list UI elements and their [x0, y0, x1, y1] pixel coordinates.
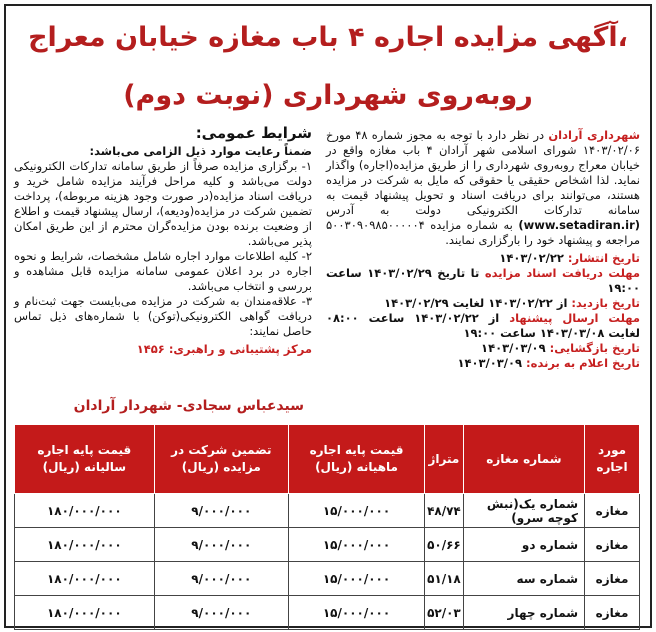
table-row: [15, 596, 640, 630]
table-cell: شماره دو: [463, 528, 584, 562]
intro-paragraph: [326, 128, 640, 248]
date-line: [326, 311, 640, 341]
table-cell: شماره چهار: [463, 596, 584, 630]
table-header-cell: متراژ: [425, 425, 464, 494]
table-header-cell: مورد اجاره: [585, 425, 640, 494]
table-cell: ۹/۰۰۰/۰۰۰: [154, 528, 288, 562]
table-cell: ۱۸۰/۰۰۰/۰۰۰: [15, 596, 155, 630]
table-cell: ۱۵/۰۰۰/۰۰۰: [288, 528, 424, 562]
table-cell: مغازه: [585, 494, 640, 528]
date-value: ۱۴۰۳/۰۳/۰۹: [457, 356, 523, 370]
date-label: تاریخ انتشار:: [563, 251, 640, 265]
shops-table: [14, 424, 640, 630]
table-cell: ۹/۰۰۰/۰۰۰: [154, 494, 288, 528]
table-cell: شماره سه: [463, 562, 584, 596]
condition-item: ۳- علاقه‌مندان به شرکت در مزایده می‌بایست جهت ثبت‌نام و دریافت گواهی الکترونیکی(توکن) با شماره‌های ذیل تماس حاصل نمایند:: [14, 294, 312, 338]
dates-list: [326, 251, 640, 371]
conditions-items: [14, 159, 312, 339]
table-cell: مغازه: [585, 596, 640, 630]
table-cell: مغازه: [585, 528, 640, 562]
date-label: مهلت دریافت اسناد مزایده: [479, 266, 640, 280]
intro-text-2: به شماره مزایده ۵۰۰۳۰۹۰۹۸۵۰۰۰۰۰۴ مراجعه و پیشنهاد خود را بارگزاری نمایند.: [326, 218, 640, 247]
date-line: [326, 341, 640, 356]
table-cell: شماره یک(نبش کوچه سرو): [463, 494, 584, 528]
website-link[interactable]: (www.setadiran.ir): [518, 218, 641, 232]
date-value: ۱۴۰۳/۰۳/۰۹: [481, 341, 546, 355]
table-cell: ۹/۰۰۰/۰۰۰: [154, 596, 288, 630]
table-header-cell: قیمت پایه اجاره سالیانه (ریال): [15, 425, 155, 494]
support-center: مرکز پشتیبانی و راهبری: ۱۴۵۶: [136, 342, 312, 356]
table-header-cell: تضمین شرکت در مزایده (ریال): [154, 425, 288, 494]
conditions-heading: شرایط عمومی:: [195, 124, 312, 142]
table-row: [15, 494, 640, 528]
notice-title-line1: آگهی مزایده اجاره ۴ باب مغازه خیابان معراج،: [28, 22, 628, 53]
intro-text: در نظر دارد با توجه به مجوز شماره ۴۸ مورخ ۱۴۰۳/۰۲/۰۶ شورای اسلامی شهر آرادان ۴ باب مغازه واقع در خیابان معراج روبه‌روی شهرداری را از طریق مزایده(اجاره) واگذار نماید. لذا اشخاص حقیقی یا حقوقی که مایل به شرکت در مزایده هستند، می‌توانند برای دریافت اسناد و تحویل پیشنهاد قیمت به سامانه تدارکات الکترونیکی دولت به آدرس: [326, 128, 640, 217]
date-line: [326, 266, 640, 296]
date-label: تاریخ بازگشایی:: [545, 341, 640, 355]
date-value: تا تاریخ ۱۴۰۳/۰۲/۲۹ ساعت ۱۹:۰۰: [326, 266, 640, 295]
table-cell: ۹/۰۰۰/۰۰۰: [154, 562, 288, 596]
date-value: از ۱۴۰۳/۰۲/۲۲ ساعت ۰۸:۰۰ لغایت ۱۴۰۳/۰۳/۰۸ ساعت ۱۹:۰۰: [326, 311, 640, 340]
table-cell: ۵۲/۰۳: [425, 596, 464, 630]
table-cell: مغازه: [585, 562, 640, 596]
date-label: تاریخ اعلام به برنده:: [522, 356, 640, 370]
date-value: از ۱۴۰۳/۰۲/۲۲ لغایت ۱۴۰۳/۰۲/۲۹: [384, 296, 568, 310]
date-line: [326, 251, 640, 266]
condition-item: ۱- برگزاری مزایده صرفاً از طریق سامانه تدارکات الکترونیکی دولت می‌باشد و کلیه مراحل فرآیند مزایده شامل خرید و دریافت اسناد مزایده(در صورت وجود هزینه مربوطه)، پرداخت تضمین شرکت در مزایده(ودیعه)، ارسال پیشنهاد قیمت و اطلاع از وضعیت برنده بودن مزایده‌گران محترم از این طریق امکان پذیر می‌باشد.: [14, 159, 312, 248]
date-label: تاریخ بازدید:: [567, 296, 640, 310]
table-cell: ۱۵/۰۰۰/۰۰۰: [288, 596, 424, 630]
table-cell: ۵۱/۱۸: [425, 562, 464, 596]
conditions-subheading: ضمناً رعایت موارد ذیل الزامی می‌باشد:: [89, 144, 312, 158]
table-header-cell: شماره مغازه: [463, 425, 584, 494]
table-cell: ۱۸۰/۰۰۰/۰۰۰: [15, 494, 155, 528]
org-name: شهرداری آرادان: [548, 128, 641, 142]
date-label: مهلت ارسال پیشنهاد: [499, 311, 641, 325]
intro-column: [326, 128, 640, 371]
table-cell: ۱۵/۰۰۰/۰۰۰: [288, 494, 424, 528]
table-cell: ۴۸/۷۴: [425, 494, 464, 528]
date-value: ۱۴۰۳/۰۲/۲۲: [499, 251, 564, 265]
table-header-row: [15, 425, 640, 494]
table-cell: ۱۵/۰۰۰/۰۰۰: [288, 562, 424, 596]
table-cell: ۱۸۰/۰۰۰/۰۰۰: [15, 562, 155, 596]
conditions-column: [14, 126, 312, 357]
mayor-signature: سیدعباس سجادی- شهردار آرادان: [73, 398, 304, 414]
table-cell: ۱۸۰/۰۰۰/۰۰۰: [15, 528, 155, 562]
date-line: [326, 356, 640, 371]
table-row: [15, 562, 640, 596]
table-body: [15, 494, 640, 630]
notice-title-line2: روبه‌روی شهرداری (نوبت دوم): [123, 80, 533, 111]
table-header-cell: قیمت پایه اجاره ماهیانه (ریال): [288, 425, 424, 494]
condition-item: ۲- کلیه اطلاعات موارد اجاره شامل مشخصات، شرایط و نحوه اجاره در برد اعلان عمومی سامانه مزایده قابل مشاهده و بررسی و انتخاب می‌باشد.: [14, 249, 312, 293]
table-cell: ۵۰/۶۶: [425, 528, 464, 562]
table-row: [15, 528, 640, 562]
date-line: [326, 296, 640, 311]
